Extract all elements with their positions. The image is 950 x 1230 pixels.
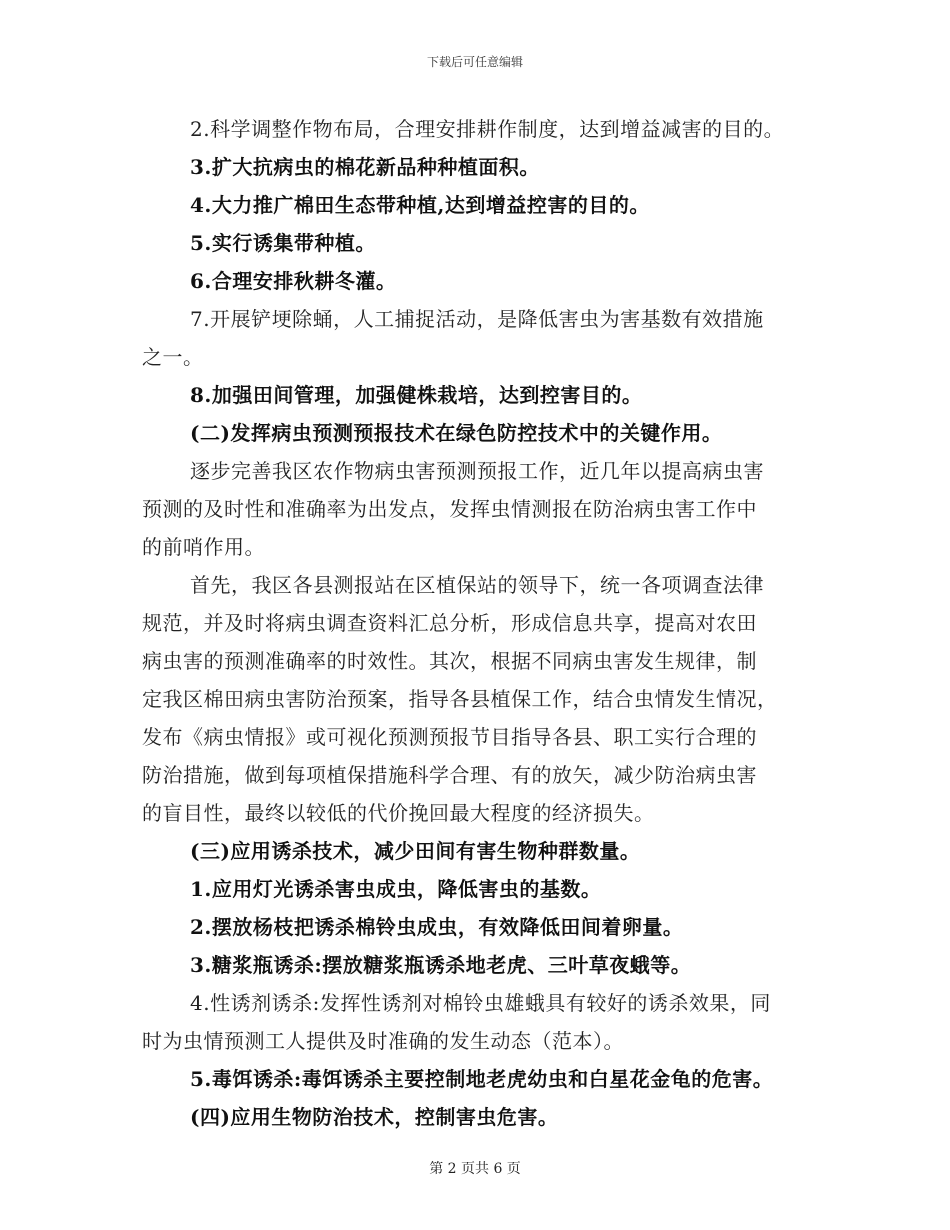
paragraph-line: 首先，我区各县测报站在区植保站的领导下，统一各项调查法律 — [190, 573, 764, 597]
paragraph-line: 的盲目性，最终以较低的代价挽回最大程度的经济损失。 — [142, 801, 655, 825]
page-number: 第 2 页共 6 页 — [429, 1161, 521, 1177]
section-3-heading: (三)应用诱杀技术，减少田间有害生物种群数量。 — [190, 839, 641, 863]
paragraph-line: 规范，并及时将病虫调查资料汇总分析，形成信息共享，提高对农田 — [142, 611, 757, 635]
paragraph-line: 病虫害的预测准确率的时效性。其次，根据不同病虫害发生规律，制 — [142, 649, 757, 673]
trap-item-5: 5.毒饵诱杀:毒饵诱杀主要控制地老虎幼虫和白星花金龟的危害。 — [190, 1067, 774, 1091]
trap-item-1: 1.应用灯光诱杀害虫成虫，降低害虫的基数。 — [190, 877, 602, 901]
item-3-text: 3.扩大抗病虫的棉花新品种种植面积。 — [190, 155, 540, 179]
trap-item-4: 4.性诱剂诱杀:发挥性诱剂对棉铃虫雄蛾具有较好的诱杀效果，同 — [190, 991, 771, 1015]
trap-item-2: 2.摆放杨枝把诱杀棉铃虫成虫，有效降低田间着卵量。 — [190, 915, 684, 939]
document-body — [142, 110, 810, 1136]
item-5-text: 5.实行诱集带种植。 — [190, 231, 376, 255]
paragraph-line: 逐步完善我区农作物病虫害预测预报工作，近几年以提高病虫害 — [190, 459, 764, 483]
item-8-text: 8.加强田间管理，加强健株栽培，达到控害目的。 — [190, 383, 643, 407]
trap-item-4-continuation: 时为虫情预测工人提供及时准确的发生动态（范本）。 — [142, 1029, 624, 1053]
paragraph-line: 的前哨作用。 — [142, 535, 265, 559]
item-7-continuation: 之一。 — [142, 345, 204, 369]
item-4-text: 4.大力推广棉田生态带种植,达到增益控害的目的。 — [190, 193, 650, 217]
item-2-text: 2.科学调整作物布局，合理安排耕作制度，达到增益减害的目的。 — [190, 117, 785, 141]
section-4-heading: (四)应用生物防治技术，控制害虫危害。 — [190, 1105, 559, 1129]
item-6-text: 6.合理安排秋耕冬灌。 — [190, 269, 397, 293]
paragraph-line: 发布《病虫情报》或可视化预测预报节目指导各县、职工实行合理的 — [142, 725, 757, 749]
paragraph-line: 防治措施，做到每项植保措施科学合理、有的放矢，减少防治病虫害 — [142, 763, 757, 787]
trap-item-3: 3.糖浆瓶诱杀:摆放糖浆瓶诱杀地老虎、三叶草夜蛾等。 — [190, 953, 692, 977]
paragraph-line: 定我区棉田病虫害防治预案，指导各县植保工作，结合虫情发生情况， — [142, 687, 778, 711]
paragraph-line: 预测的及时性和准确率为出发点，发挥虫情测报在防治病虫害工作中 — [142, 497, 757, 521]
item-7-text: 7.开展铲埂除蛹，人工捕捉活动，是降低害虫为害基数有效措施 — [190, 307, 764, 331]
section-2-heading: (二)发挥病虫预测预报技术在绿色防控技术中的关键作用。 — [190, 421, 723, 445]
page-header-note: 下载后可任意编辑 — [426, 55, 523, 69]
